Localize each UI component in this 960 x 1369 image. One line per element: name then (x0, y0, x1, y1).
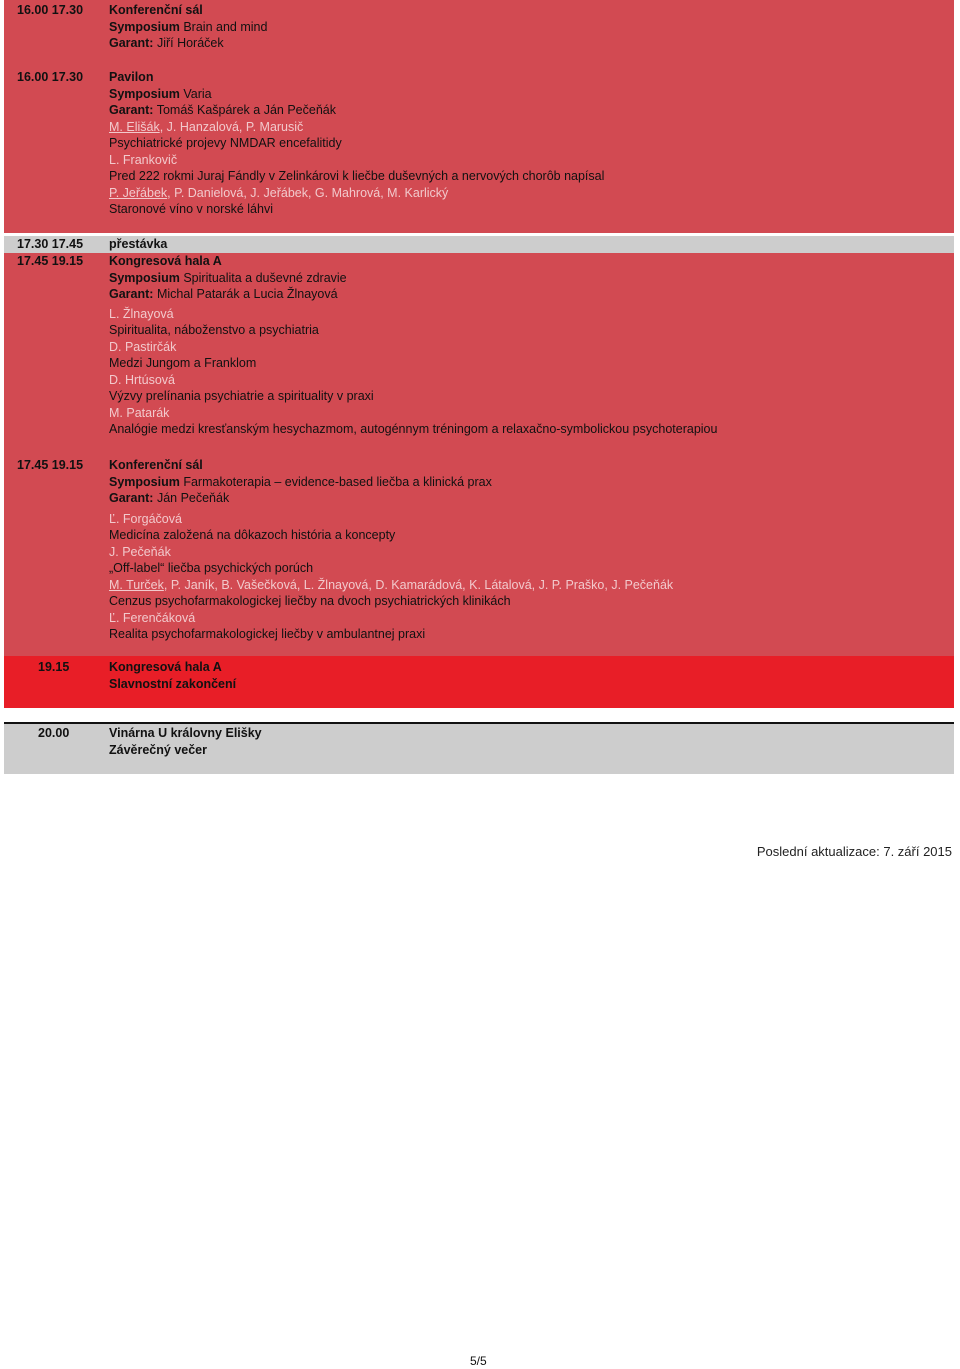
symposium-label: Symposium (109, 270, 180, 285)
session-farmakoterapia (4, 454, 954, 656)
talk-authors: D. Hrtúsová (109, 372, 175, 387)
talk-title: Psychiatrické projevy NMDAR encefalitidy (109, 136, 342, 150)
session-venue: Kongresová hala A (109, 254, 222, 268)
session-final-evening (4, 724, 954, 774)
talk-title: Realita psychofarmakologickej liečby v ambulantnej praxi (109, 627, 426, 641)
break-time: 17.30 17.45 (17, 237, 84, 251)
garant-name: Tomáš Kašpárek a Ján Pečeňák (156, 103, 336, 117)
session-time: 17.45 19.15 (17, 458, 84, 472)
talk-title: Spiritualita, náboženstvo a psychiatria (109, 323, 319, 337)
garant-name: Jiří Horáček (156, 36, 224, 50)
symposium-title: Spiritualita a duševné zdravie (183, 270, 347, 285)
talk-authors: Ľ. Forgáčová (109, 511, 182, 526)
symposium-label: Symposium (109, 19, 180, 34)
garant-name: Michal Patarák a Lucia Žlnayová (156, 287, 338, 301)
session-venue: Vinárna U královny Elišky (109, 726, 262, 740)
talk-title: Staronové víno v norské láhvi (109, 202, 273, 216)
talk-author-link[interactable]: M. Elišák (109, 119, 160, 134)
talk-title: „Off-label“ liečba psychických porúch (109, 561, 314, 575)
session-venue: Kongresová hala A (109, 660, 222, 674)
garant-label: Garant: (109, 287, 154, 301)
talk-authors: L. Frankovič (109, 152, 178, 167)
session-varia (4, 61, 954, 233)
talk-authors: J. Pečeňák (109, 544, 171, 559)
symposium-title: Brain and mind (183, 19, 268, 34)
symposium-label: Symposium (109, 86, 180, 101)
talk-authors: Ľ. Ferenčáková (109, 610, 196, 625)
page-number: 5/5 (470, 1354, 487, 1368)
talk-authors: P. Jeřábek, P. Danielová, J. Jeřábek, G. Mahrová, M. Karlický (109, 185, 449, 200)
talk-title: Medicína založená na dôkazoch história a koncepty (109, 528, 396, 542)
symposium-label: Symposium (109, 474, 180, 489)
session-time: 19.15 (38, 660, 70, 674)
talk-authors: M. Turček, P. Janík, B. Vašečková, L. Žlnayová, D. Kamarádová, K. Látalová, J. P. Praško, J. Pečeňák (109, 577, 674, 592)
session-time: 20.00 (38, 726, 70, 740)
talk-title: Pred 222 rokmi Juraj Fándly v Zelinkárovi k liečbe duševných a nervových chorôb napísal (109, 169, 605, 183)
talk-author-link[interactable]: P. Jeřábek (109, 185, 168, 200)
garant-name: Ján Pečeňák (156, 491, 230, 505)
talk-authors: D. Pastirčák (109, 339, 177, 354)
session-venue: Pavilon (109, 70, 154, 84)
session-time: 17.45 19.15 (17, 254, 84, 268)
session-venue: Konferenční sál (109, 458, 203, 472)
talk-title: Medzi Jungom a Franklom (109, 356, 257, 370)
session-venue: Konferenční sál (109, 3, 203, 17)
session-time: 16.00 17.30 (17, 3, 84, 17)
session-time: 16.00 17.30 (17, 70, 84, 84)
session-spiritualita (4, 253, 954, 454)
break-label: přestávka (109, 237, 168, 251)
talk-title: Cenzus psychofarmakologickej liečby na dvoch psychiatrických klinikách (109, 594, 511, 608)
session-brain-and-mind (4, 0, 954, 61)
garant-label: Garant: (109, 36, 154, 50)
talk-authors: L. Žlnayová (109, 306, 174, 321)
session-closing (4, 656, 954, 708)
talk-title: Výzvy prelínania psychiatrie a spirituality v praxi (109, 389, 374, 403)
garant-label: Garant: (109, 103, 154, 117)
garant-label: Garant: (109, 491, 154, 505)
session-subtitle: Závěrečný večer (109, 742, 207, 757)
symposium-title: Varia (183, 86, 212, 101)
break-row (4, 236, 954, 253)
talk-author-link[interactable]: M. Turček (109, 577, 164, 592)
last-updated: Poslední aktualizace: 7. září 2015 (756, 844, 952, 859)
symposium-title: Farmakoterapia – evidence-based liečba a klinická prax (183, 474, 492, 489)
talk-authors: M. Elišák, J. Hanzalová, P. Marusič (109, 119, 304, 134)
talk-title: Analógie medzi kresťanským hesychazmom, autogénnym tréningom a relaxačno-symbolickou psychoterapiou (109, 422, 718, 436)
session-subtitle: Slavnostní zakončení (109, 676, 237, 691)
talk-authors: M. Patarák (109, 405, 170, 420)
